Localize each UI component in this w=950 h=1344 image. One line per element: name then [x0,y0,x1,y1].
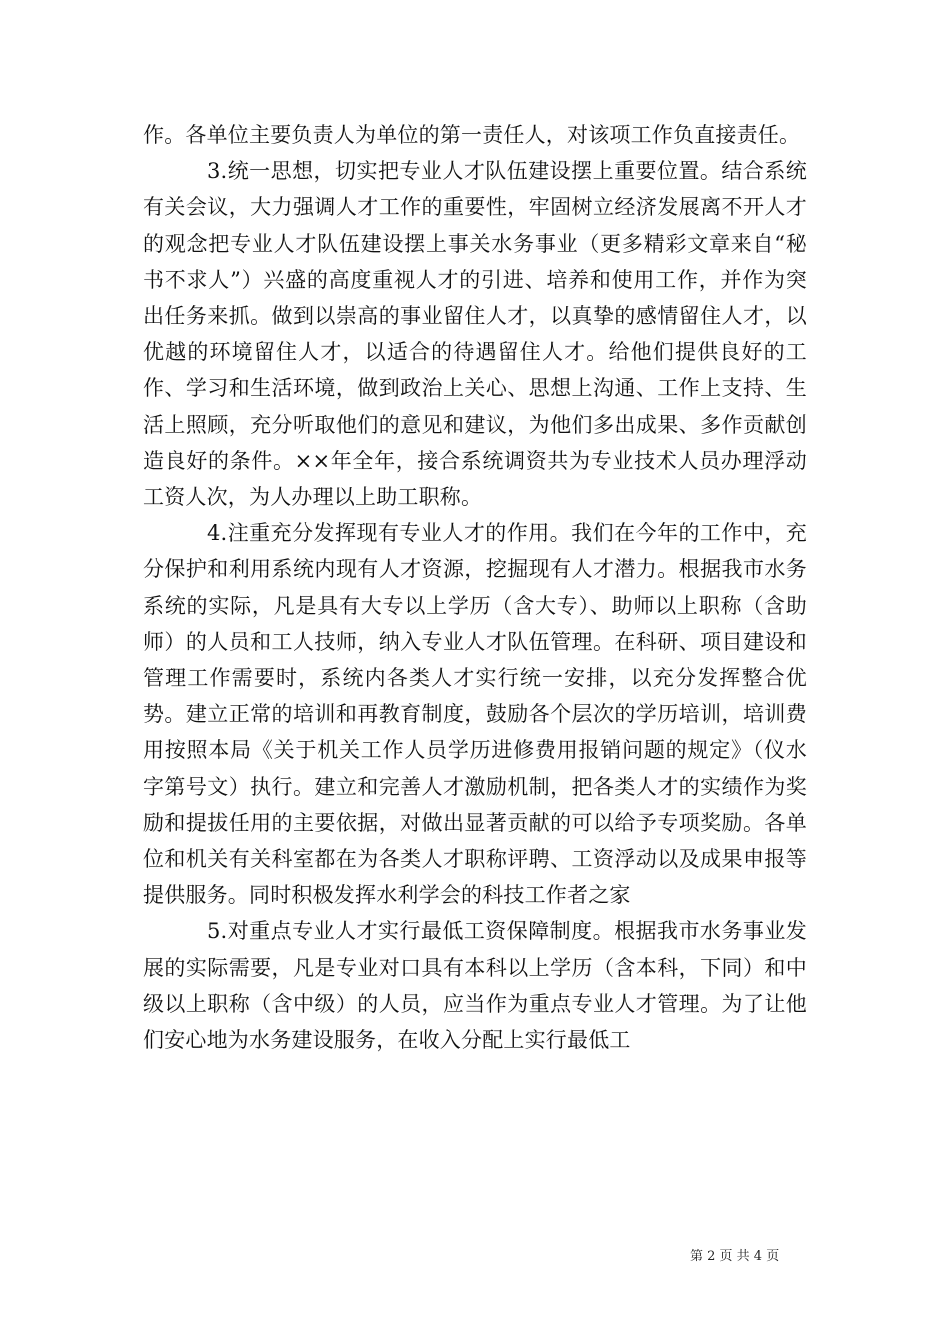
page-number: 第 2 页 共 4 页 [690,1249,780,1264]
paragraph-item-5: 5.对重点专业人才实行最低工资保障制度。根据我市水务事业发展的实际需要，凡是专业对口具有本科以上学历（含本科，下同）和中级以上职称（含中级）的人员，应当作为重点专业人才管理。为了让他们安心地为水务建设服务，在收入分配上实行最低工 [143,919,807,1053]
paragraph-item-4: 4.注重充分发挥现有专业人才的作用。我们在今年的工作中，充分保护和利用系统内现有人才资源，挖掘现有人才潜力。根据我市水务系统的实际，凡是具有大专以上学历（含大专）、助师以上职称（含助师）的人员和工人技师，纳入专业人才队伍管理。在科研、项目建设和管理工作需要时，系统内各类人才实行统一安排，以充分发挥整合优势。建立正常的培训和再教育制度，鼓励各个层次的学历培训，培训费用按照本局《关于机关工作人员学历进修费用报销问题的规定》（仪水字第号文）执行。建立和完善人才激励机制，把各类人才的实绩作为奖励和提拔任用的主要依据，对做出显著贡献的可以给予专项奖励。各单位和机关有关科室都在为各类人才职称评聘、工资浮动以及成果申报等提供服务。同时积极发挥水利学会的科技工作者之家 [143,521,807,908]
body-text [143,117,807,1058]
paragraph-item-3: 3.统一思想，切实把专业人才队伍建设摆上重要位置。结合系统有关会议，大力强调人才工作的重要性，牢固树立经济发展离不开人才的观念把专业人才队伍建设摆上事关水务事业（更多精彩文章来自“秘书不求人”）兴盛的高度重视人才的引进、培养和使用工作，并作为突出任务来抓。做到以崇高的事业留住人才，以真挚的感情留住人才，以优越的环境留住人才，以适合的待遇留住人才。给他们提供良好的工作、学习和生活环境，做到政治上关心、思想上沟通、工作上支持、生活上照顾，充分听取他们的意见和建议，为他们多出成果、多作贡献创造良好的条件。××年全年，接合系统调资共为专业技术人员办理浮动工资人次，为人办理以上助工职称。 [143,159,807,510]
paragraph-continuation: 作。各单位主要负责人为单位的第一责任人，对该项工作负直接责任。 [143,123,801,147]
